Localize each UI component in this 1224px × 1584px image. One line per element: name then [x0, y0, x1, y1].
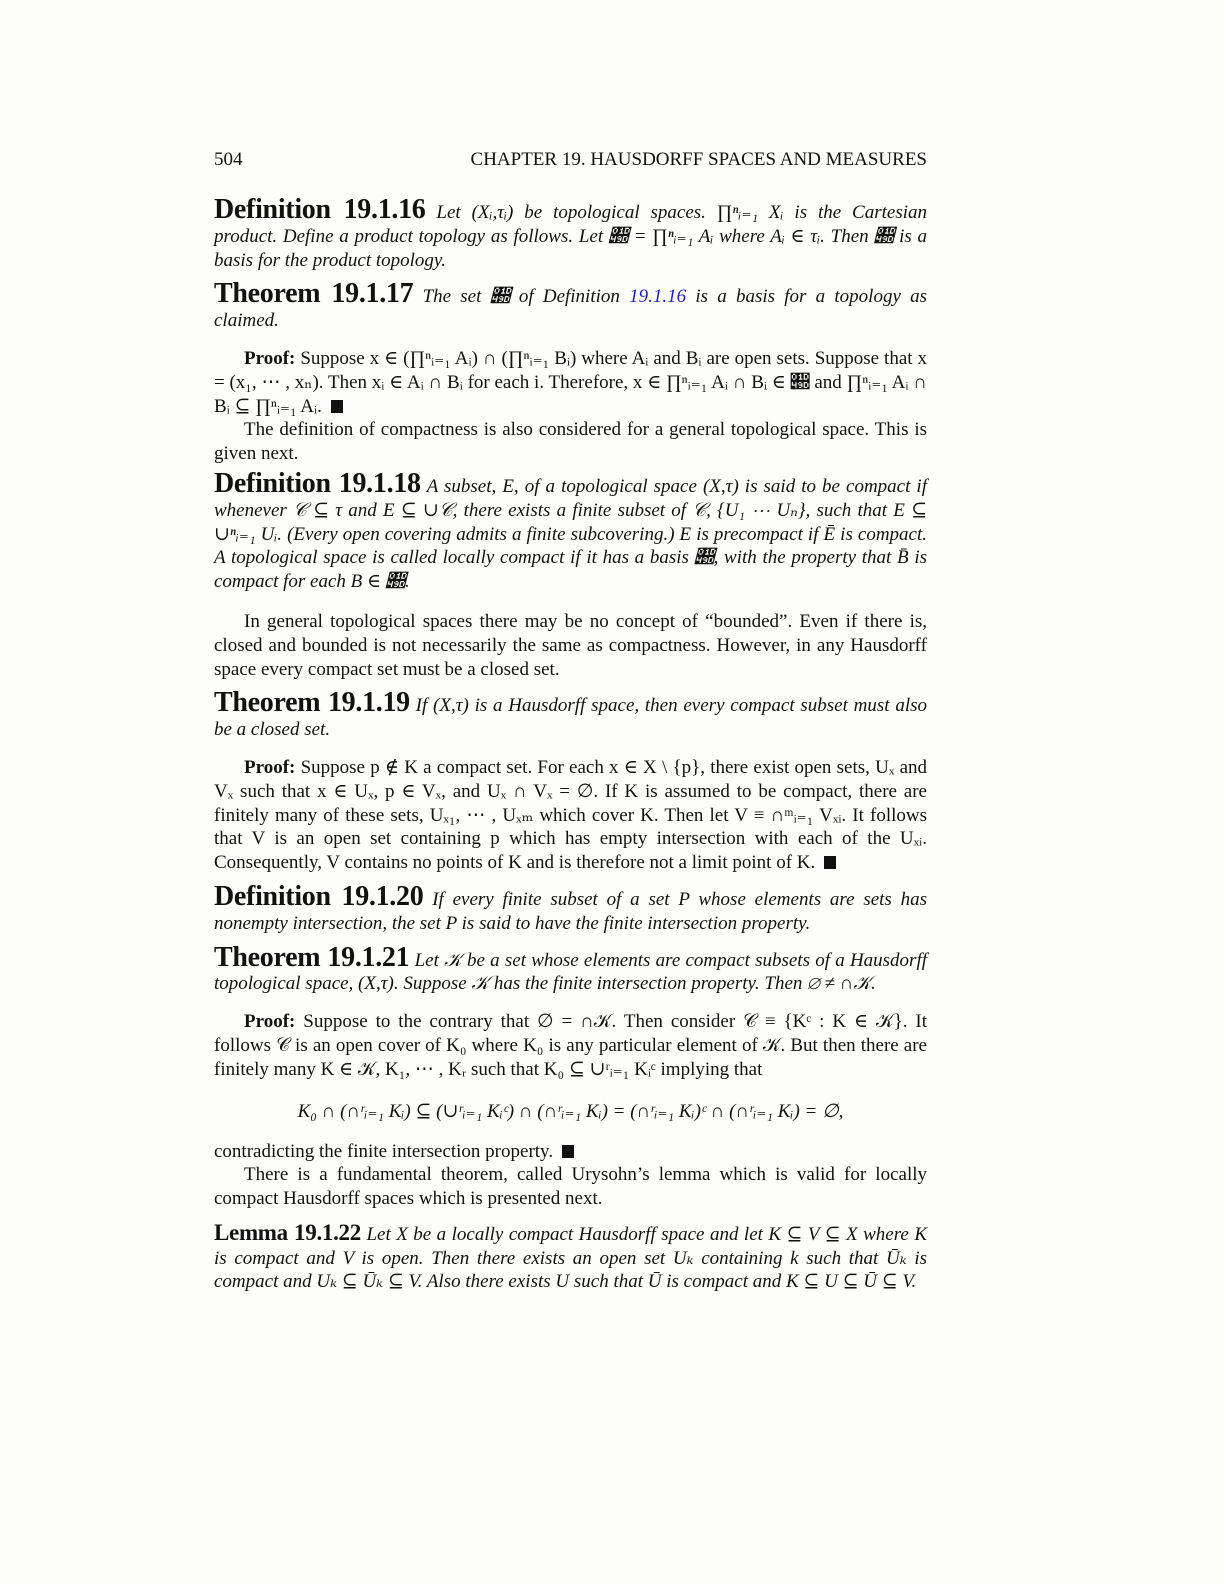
- document-page: [214, 146, 927, 1294]
- theorem-body-end: is a basis for a topology as claimed.: [214, 286, 927, 332]
- proof-label: Proof:: [244, 1011, 296, 1033]
- proof-label: Proof:: [244, 347, 296, 369]
- definition-body: A subset, E, of a topological space (X,τ) is said to be compact if whenever 𝒞 ⊆ τ and E ⊆ ∪𝒞, there exists a finite subset of 𝒞, {U₁ ⋯ Uₙ}, such that E ⊆ ∪ⁿᵢ₌₁ Uᵢ. (Every open covering admits a finite subcovering.) E is precompact if Ē is compact. A topological space is called locally compact if it has a basis 𝒝, with the property that B̄ is compact for each B ∈ 𝒝.: [214, 475, 927, 593]
- proof-19-1-21: [214, 1010, 927, 1081]
- page-number: 504: [214, 149, 243, 170]
- paragraph-compactness: The definition of compactness is also considered for a general topological space. This is given next.: [214, 419, 927, 465]
- definition-heading: Definition 19.1.16: [214, 194, 426, 225]
- proof-body: Suppose x ∈ (∏ⁿᵢ₌₁ Aᵢ) ∩ (∏ⁿᵢ₌₁ Bᵢ) where Aᵢ and Bᵢ are open sets. Suppose that x = (x₁, ⋯ , xₙ). Then xᵢ ∈ Aᵢ ∩ Bᵢ for each i. Therefore, x ∈ ∏ⁿᵢ₌₁ Aᵢ ∩ Bᵢ ∈ 𝒝 and ∏ⁿᵢ₌₁ Aᵢ ∩ Bᵢ ⊆ ∏ⁿᵢ₌₁ Aᵢ.: [214, 347, 927, 417]
- chapter-title: CHAPTER 19. HAUSDORFF SPACES AND MEASURES: [470, 149, 927, 170]
- theorem-body: Let 𝒦 be a set whose elements are compact subsets of a Hausdorff topological space, (X,τ). Suppose 𝒦 has the finite intersection property. Then ∅ ≠ ∩𝒦.: [214, 949, 928, 995]
- lemma-19-1-22: [214, 1221, 927, 1294]
- theorem-heading: Theorem 19.1.19: [214, 687, 410, 719]
- qed-square-icon: [331, 400, 343, 413]
- proof-body: Suppose p ∉ K a compact set. For each x ∈ X \ {p}, there exist open sets, Uₓ and Vₓ such that x ∈ Uₓ, p ∈ Vₓ, and Uₓ ∩ Vₓ = ∅. If K is assumed to be compact, there are finitely many of these sets, Uₓ₁, ⋯ , Uₓₘ which cover K. Then let V ≡ ∩ᵐᵢ₌₁ Vₓᵢ. It follows that V is an open set containing p which has empty intersection with each of the Uₓᵢ. Consequently, V contains no points of K and is therefore not a limit point of K.: [214, 756, 927, 874]
- paragraph-urysohn: There is a fundamental theorem, called Urysohn’s lemma which is valid for locally compact Hausdorff spaces which is presented next.: [214, 1164, 927, 1210]
- proof-19-1-17: [214, 347, 927, 418]
- definition-body: Let (Xᵢ,τᵢ) be topological spaces. ∏ⁿᵢ₌₁ Xᵢ is the Cartesian product. Define a product topology as follows. Let 𝒝 = ∏ⁿᵢ₌₁ Aᵢ where Aᵢ ∈ τᵢ. Then 𝒝 is a basis for the product topology.: [214, 202, 928, 271]
- paragraph-bounded: In general topological spaces there may be no concept of “bounded”. Even if there is, closed and bounded is not necessarily the same as compactness. However, in any Hausdorff space every compact set must be a closed set.: [214, 610, 927, 680]
- definition-19-1-18: [214, 467, 927, 594]
- theorem-body-start: The set 𝒝 of Definition: [422, 286, 630, 308]
- definition-heading: Definition 19.1.20: [214, 880, 424, 912]
- theorem-19-1-21: [214, 941, 928, 997]
- running-header: [214, 146, 927, 174]
- theorem-19-1-17: [214, 278, 927, 333]
- qed-square-icon: [562, 1145, 574, 1158]
- cross-reference-link[interactable]: 19.1.16: [629, 286, 687, 308]
- proof-conclusion: [214, 1140, 927, 1164]
- definition-heading: Definition 19.1.18: [214, 467, 421, 499]
- lemma-heading: Lemma 19.1.22: [214, 1219, 361, 1245]
- definition-body: If every finite subset of a set P whose elements are sets has nonempty intersection, the set P is said to have the finite intersection property.: [214, 888, 927, 934]
- proof-19-1-19: [214, 756, 927, 875]
- definition-19-1-16: [214, 194, 928, 272]
- theorem-heading: Theorem 19.1.17: [214, 278, 414, 310]
- proof-body: Suppose to the contrary that ∅ = ∩𝒦. Then consider 𝒞 ≡ {Kᶜ : K ∈ 𝒦}. It follows 𝒞 is an open cover of K₀ where K₀ is any particular element of 𝒦. But then there are finitely many K ∈ 𝒦, K₁, ⋯ , Kᵣ such that K₀ ⊆ ∪ʳᵢ₌₁ Kᵢᶜ implying that: [214, 1011, 927, 1080]
- proof-label: Proof:: [244, 756, 296, 778]
- display-equation: K₀ ∩ (∩ʳᵢ₌₁ Kᵢ) ⊆ (∪ʳᵢ₌₁ Kᵢᶜ) ∩ (∩ʳᵢ₌₁ Kᵢ) = (∩ʳᵢ₌₁ Kᵢ)ᶜ ∩ (∩ʳᵢ₌₁ Kᵢ) = ∅,: [297, 1100, 844, 1122]
- proof-conclusion-text: contradicting the finite intersection property.: [214, 1140, 554, 1162]
- qed-square-icon: [824, 856, 836, 869]
- theorem-body: If (X,τ) is a Hausdorff space, then every compact subset must also be a closed set.: [214, 695, 927, 741]
- definition-19-1-20: [214, 880, 927, 936]
- theorem-19-1-19: [214, 687, 927, 742]
- lemma-body: Let X be a locally compact Hausdorff space and let K ⊆ V ⊆ X where K is compact and V is open. Then there exists an open set Uₖ containing k such that Ūₖ is compact and Uₖ ⊆ Ūₖ ⊆ V. Also there exists U such that Ū is compact and K ⊆ U ⊆ Ū ⊆ V.: [214, 1223, 928, 1293]
- theorem-heading: Theorem 19.1.21: [214, 941, 410, 973]
